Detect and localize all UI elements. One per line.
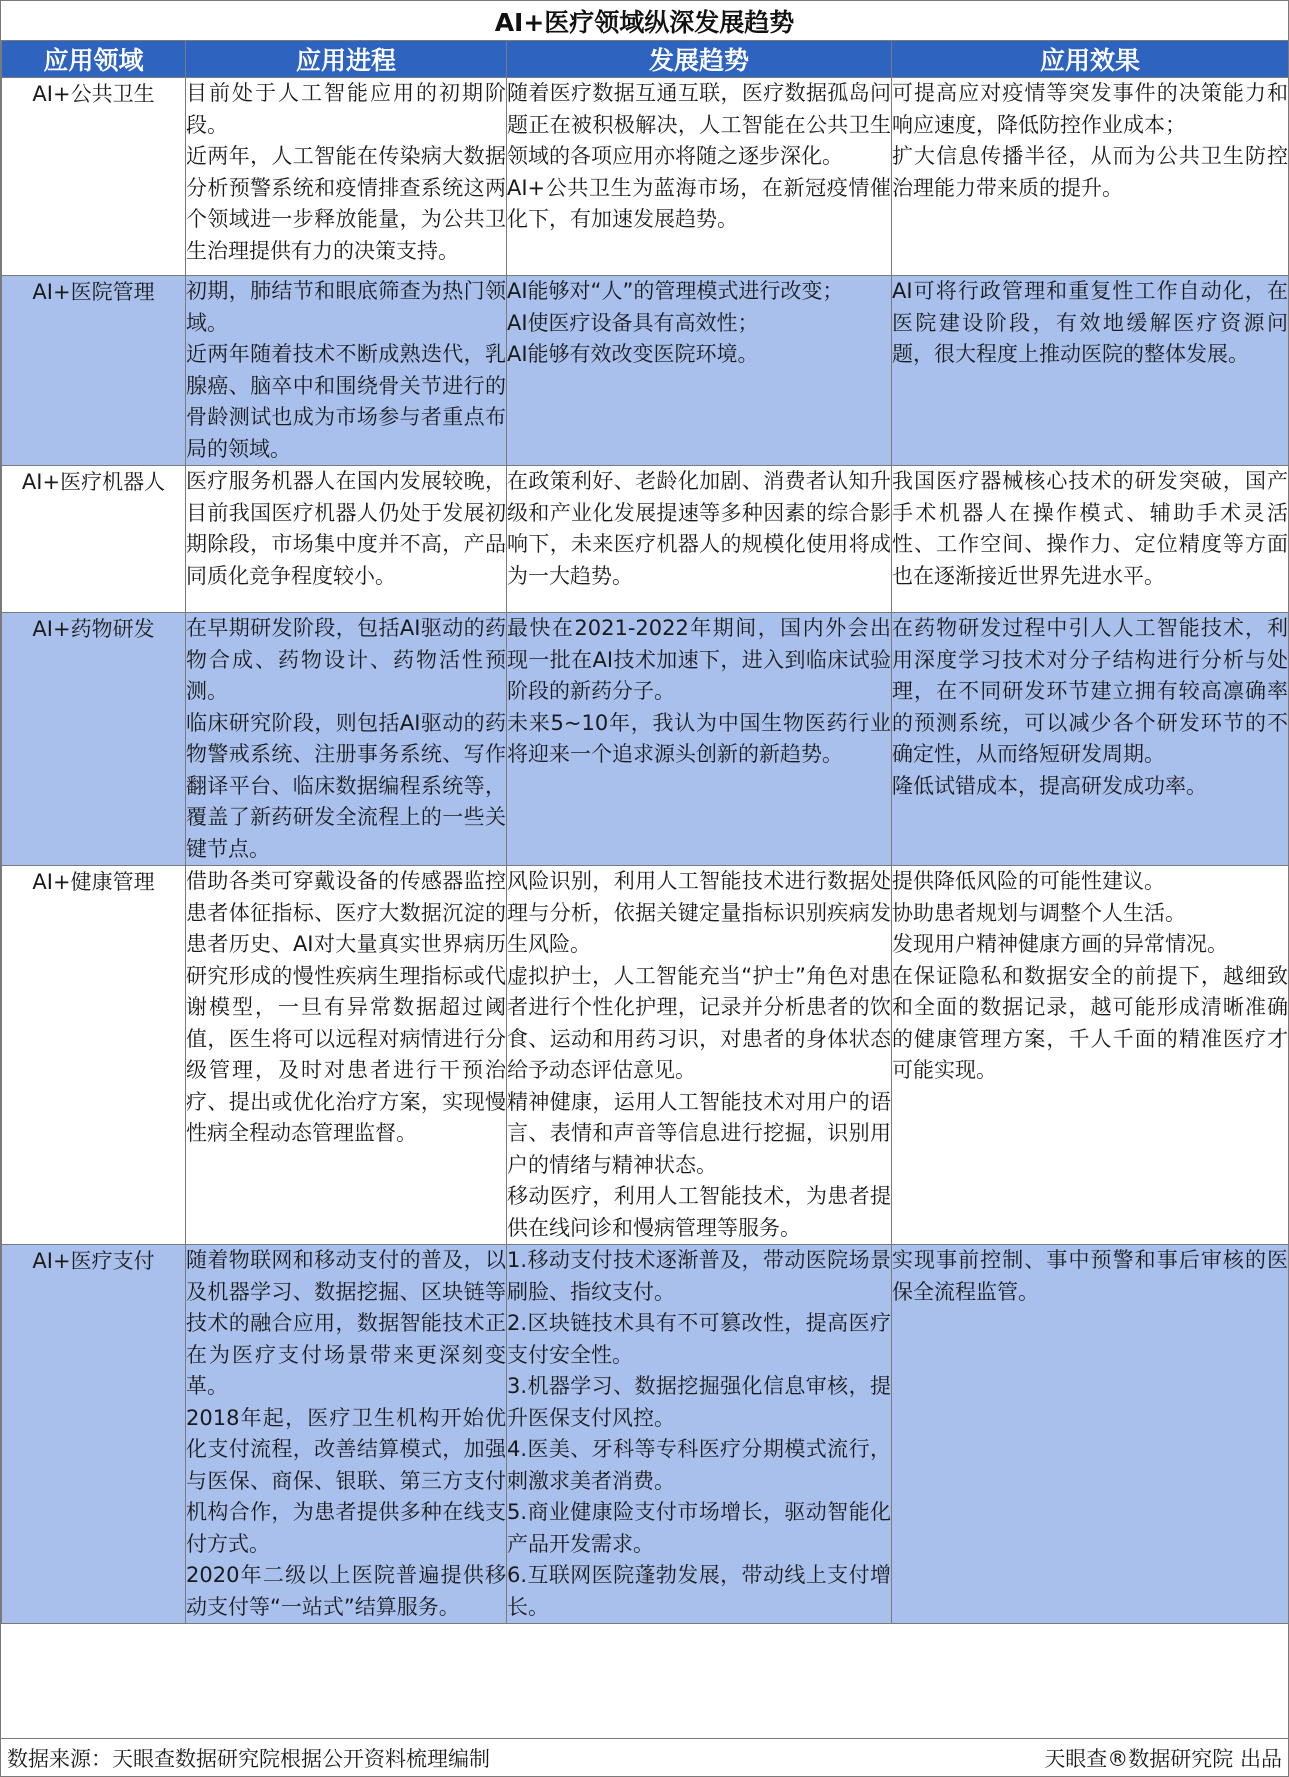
cell-trend bbox=[507, 466, 892, 613]
progress-paragraph: 近两年，人工智能在传染病大数据分析预警系统和疫情排查系统这两个领域进一步释放能量，为公共卫生治理提供有力的决策支持。 bbox=[186, 144, 506, 263]
trend-paragraph: 风险识别，利用人工智能技术进行数据处理与分析，依据关键定量指标识别疾病发生风险。 bbox=[507, 869, 891, 956]
footer-credit: 天眼查®数据研究院 出品 bbox=[1044, 1746, 1282, 1771]
cell-effect bbox=[892, 866, 1289, 1245]
effect-paragraph: AI可将行政管理和重复性工作自动化，在医院建设阶段，有效地缓解医疗资源问题，很大程度上推动医院的整体发展。 bbox=[892, 279, 1288, 366]
table-row bbox=[2, 1245, 1289, 1624]
cell-effect bbox=[892, 276, 1289, 466]
cell-progress bbox=[186, 866, 507, 1245]
cell-field: AI+公共卫生 bbox=[2, 78, 186, 276]
trend-paragraph: AI使医疗设备具有高效性； bbox=[507, 310, 759, 335]
effect-paragraph: 可提高应对疫情等突发事件的决策能力和响应速度，降低防控作业成本； bbox=[892, 81, 1288, 137]
trend-paragraph: 虚拟护士，人工智能充当“护士”角色对患者进行个性化护理，记录并分析患者的饮食、运动和用药习识，对患者的身体状态给予动态评估意见。 bbox=[507, 963, 891, 1082]
trend-paragraph: 4.医美、牙科等专科医疗分期模式流行，刺激求美者消费。 bbox=[507, 1437, 891, 1493]
effect-paragraph: 协助患者规划与调整个人生活。 bbox=[892, 900, 1186, 925]
cell-effect bbox=[892, 1245, 1289, 1624]
footer-source: 数据来源：天眼查数据研究院根据公开资料梳理编制 bbox=[7, 1746, 490, 1771]
table-row bbox=[2, 613, 1289, 866]
header-effect: 应用效果 bbox=[892, 41, 1289, 78]
progress-paragraph: 医疗服务机器人在国内发展较晚，目前我国医疗机器人仍处于发展初期除段，市场集中度并不高，产品同质化竞争程度较小。 bbox=[186, 469, 506, 588]
effect-paragraph: 发现用户精神健康方画的异常情况。 bbox=[892, 932, 1228, 956]
cell-progress bbox=[186, 466, 507, 613]
effect-paragraph: 隆低试错成本，提高研发成功率。 bbox=[892, 773, 1207, 798]
trend-paragraph: 未来5~10年，我认为中国生物医药行业将迎来一个追求源头创新的新趋势。 bbox=[507, 710, 891, 766]
header-progress: 应用进程 bbox=[186, 41, 507, 78]
effect-paragraph: 在保证隐私和数据安全的前提下，越细致和全面的数据记录，越可能形成清晰准确的健康管理方案，千人千面的精准医疗才可能实现。 bbox=[892, 963, 1288, 1082]
trend-paragraph: 移动医疗，利用人工智能技术，为患者提供在线问诊和慢病管理等服务。 bbox=[507, 1184, 891, 1240]
trend-paragraph: 最快在2021-2022年期间，国内外会出现一批在AI技术加速下，进入到临床试验阶段的新药分子。 bbox=[507, 616, 891, 703]
trend-paragraph: AI+公共卫生为蓝海市场，在新冠疫情催化下，有加速发展趋势。 bbox=[507, 175, 891, 231]
cell-field: AI+医院管理 bbox=[2, 276, 186, 466]
trend-paragraph: 6.互联网医院蓬勃发展，带动线上支付增长。 bbox=[507, 1563, 891, 1619]
header-trend: 发展趋势 bbox=[507, 41, 892, 78]
effect-paragraph: 在药物研发过程中引人人工智能技术，利用深度学习技术对分子结构进行分析与处理，在不同研发环节建立拥有较高凛确率的预测系统，可以减少各个研发环节的不确定性，从而络短研发周期。 bbox=[892, 616, 1288, 766]
progress-paragraph: 2020年二级以上医院普遍提供移动支付等“一站式”结算服务。 bbox=[186, 1563, 506, 1619]
cell-field: AI+医疗机器人 bbox=[2, 466, 186, 613]
footer bbox=[1, 1738, 1288, 1776]
trend-paragraph: 2.区块链技术具有不可篡改性，提高医疗支付安全性。 bbox=[507, 1311, 891, 1367]
table-row bbox=[2, 466, 1289, 613]
cell-effect bbox=[892, 466, 1289, 613]
trend-table bbox=[1, 40, 1289, 1624]
trend-paragraph: 随着医疗数据互通互联，医疗数据孤岛问题正在被积极解决，人工智能在公共卫生领域的各项应用亦将随之逐步深化。 bbox=[507, 81, 891, 168]
table-row bbox=[2, 78, 1289, 276]
cell-progress bbox=[186, 276, 507, 466]
cell-progress bbox=[186, 1245, 507, 1624]
cell-effect bbox=[892, 613, 1289, 866]
header-field: 应用领域 bbox=[2, 41, 186, 78]
trend-paragraph: 5.商业健康险支付市场增长，驱动智能化产品开发需求。 bbox=[507, 1500, 891, 1556]
cell-progress bbox=[186, 613, 507, 866]
cell-trend bbox=[507, 78, 892, 276]
cell-field: AI+健康管理 bbox=[2, 866, 186, 1245]
trend-paragraph: 精神健康，运用人工智能技术对用户的语言、表情和声音等信息进行挖掘，识别用户的情绪与精神状态。 bbox=[507, 1089, 891, 1177]
progress-paragraph: 随着物联网和移动支付的普及，以及机器学习、数据挖掘、区块链等技术的融合应用，数据智能技术正在为医疗支付场景带来更深刻变革。 bbox=[186, 1248, 506, 1398]
progress-paragraph: 2018年起，医疗卫生机构开始优化支付流程，改善结算模式，加强与医保、商保、银联、第三方支付机构合作，为患者提供多种在线支付方式。 bbox=[186, 1405, 506, 1556]
cell-field: AI+药物研发 bbox=[2, 613, 186, 866]
progress-paragraph: 近两年随着技术不断成熟迭代，乳腺癌、脑卒中和围绕骨关节进行的骨龄测试也成为市场参与者重点布局的领域。 bbox=[186, 342, 506, 461]
trend-paragraph: 在政策利好、老龄化加剧、消费者认知升级和产业化发展提速等多种因素的综合影响下，未来医疗机器人的规模化使用将成为一大趋势。 bbox=[507, 469, 891, 588]
progress-paragraph: 目前处于人工智能应用的初期阶段。 bbox=[186, 81, 506, 137]
cell-trend bbox=[507, 276, 892, 466]
effect-paragraph: 扩大信息传播半径，从而为公共卫生防控治理能力带来质的提升。 bbox=[892, 144, 1288, 200]
trend-paragraph: 1.移动支付技术逐渐普及，带动医院场景刷脸、指纹支付。 bbox=[507, 1248, 891, 1304]
cell-trend bbox=[507, 866, 892, 1245]
effect-paragraph: 实现事前控制、事中预警和事后审核的医保全流程监管。 bbox=[892, 1248, 1288, 1304]
table-row bbox=[2, 866, 1289, 1245]
trend-paragraph: 3.机器学习、数据挖掘强化信息审核，提升医保支付风控。 bbox=[507, 1374, 891, 1430]
table-title: AI+医疗领域纵深发展趋势 bbox=[1, 1, 1288, 41]
cell-effect bbox=[892, 78, 1289, 276]
progress-paragraph: 在早期研发阶段，包括AI驱动的药物合成、药物设计、药物活性预测。 bbox=[186, 616, 506, 703]
table-row bbox=[2, 276, 1289, 466]
progress-paragraph: 初期，肺结节和眼底筛查为热门领域。 bbox=[186, 279, 506, 335]
effect-paragraph: 我国医疗器械核心技术的研发突破，国产手术机器人在操作模式、辅助手术灵活性、工作空间、操作力、定位精度等方面也在逐渐接近世界先进水平。 bbox=[892, 469, 1288, 588]
progress-paragraph: 临床研究阶段，则包括AI驱动的药物警戒系统、注册事务系统、写作翻译平台、临床数据编程系统等，覆盖了新药研发全流程上的一些关键节点。 bbox=[186, 710, 506, 861]
trend-paragraph: AI能够有效改变医院环境。 bbox=[507, 342, 759, 366]
trend-paragraph: AI能够对“人”的管理模式进行改变； bbox=[507, 279, 844, 303]
cell-progress bbox=[186, 78, 507, 276]
effect-paragraph: 提供降低风险的可能性建议。 bbox=[892, 869, 1165, 893]
cell-trend bbox=[507, 1245, 892, 1624]
cell-trend bbox=[507, 613, 892, 866]
progress-paragraph: 借助各类可穿戴设备的传感器监控患者体征指标、医疗大数据沉淀的患者历史、AI对大量真实世界病历研究形成的慢性疾病生理指标或代谢模型，一旦有异常数据超过阈值，医生将可以远程对病情进行分级管理，及时对患者进行干预治疗、提出或优化治疗方案，实现慢性病全程动态管理监督。 bbox=[186, 869, 506, 1145]
cell-field: AI+医疗支付 bbox=[2, 1245, 186, 1624]
